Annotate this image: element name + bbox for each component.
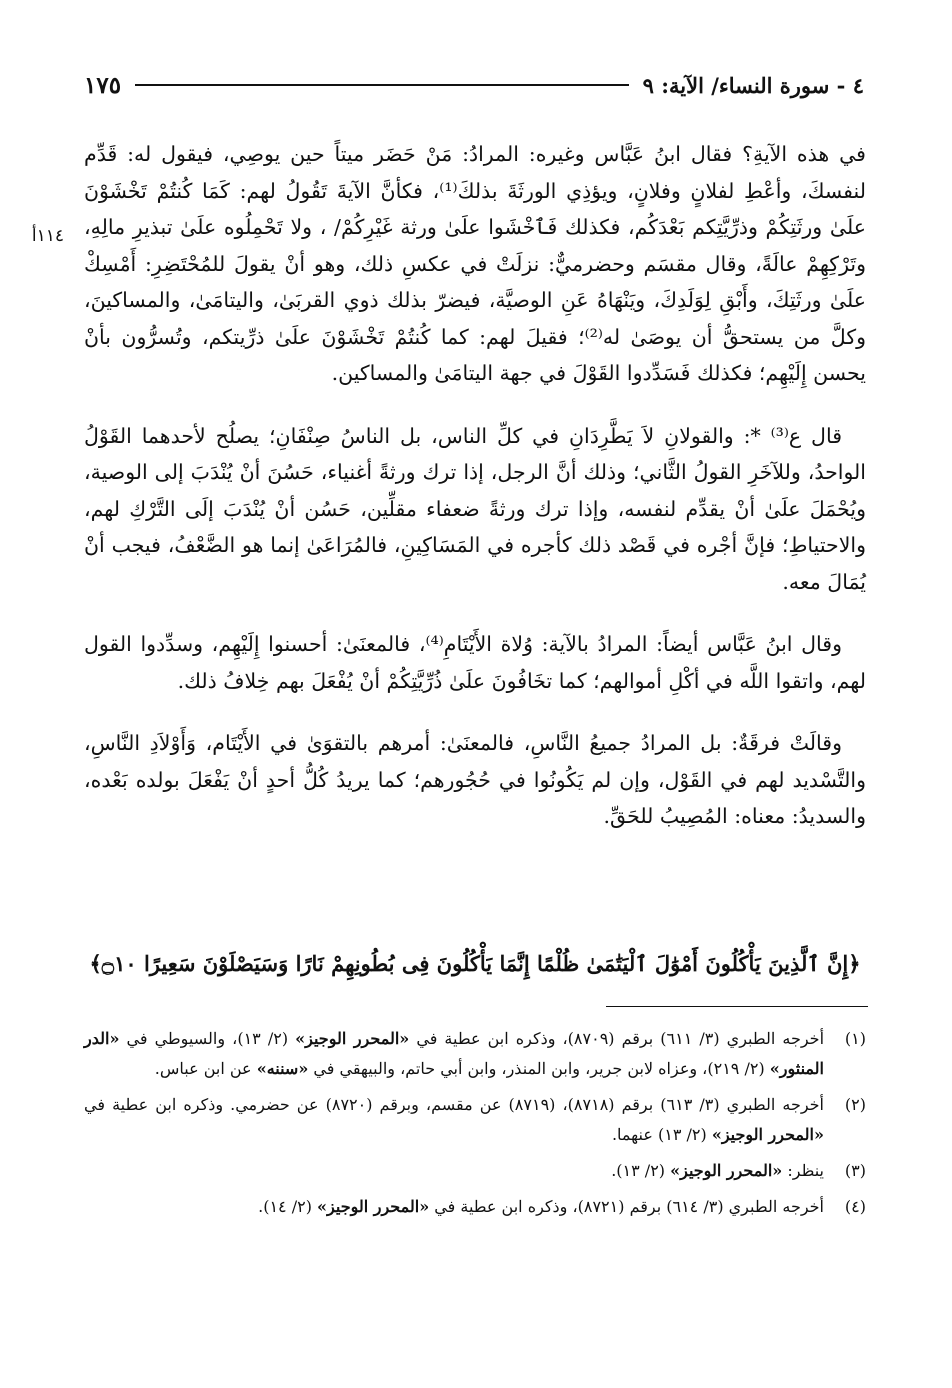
paragraph: وقالَتْ فرقَةٌ: بل المرادُ جميعُ النَّاسِ، فالمعنَىٰ: أمرهم بالتقوَىٰ في الأَيْتَام، وَأَوْلاَدِ النَّاسِ، والتَّسْديد لهم في القَوْل، وإن لم يَكُونُوا في حُجُورهم؛ كما يريدُ كُلُّ أحدٍ أنْ يَفْعَلَ بولده بَعْده، والسديدُ: معناه: المُصِيبُ للحَقِّ.	[84, 731, 866, 828]
footnote-number: (٣)	[844, 1161, 866, 1180]
footnote	[84, 1192, 866, 1222]
page-number: ١٧٥	[84, 71, 122, 99]
footnote	[84, 1024, 866, 1084]
margin-reference: ١١٤أ	[31, 226, 65, 246]
quran-verse: ﴿إِنَّ ٱلَّذِينَ يَأْكُلُونَ أَمْوَٰلَ ٱلْيَتَٰمَىٰ ظُلْمًا إِنَّمَا يَأْكُلُونَ فِى بُطُونِهِمْ نَارًا وَسَيَصْلَوْنَ سَعِيرًا ۝١٠﴾	[89, 951, 861, 976]
footnote-number: (٤)	[844, 1197, 866, 1216]
running-header	[84, 62, 864, 108]
footnote-text: أخرجه الطبري (٣/ ٦١١) برقم (٨٧٠٩)، وذكره ابن عطية في «المحرر الوجيز» (٢/ ١٣)، والسيوطي في «الدر المنثور» (٢/ ٢١٩)، وعزاه لابن جرير، وابن المنذر، وابن أبي حاتم، والبيهقي في «سننه» عن ابن عباس.	[84, 1029, 825, 1078]
footnote	[84, 1156, 866, 1186]
paragraph: قال ع⁽³⁾ *: والقولانِ لاَ يَطَّرِدَانِ في كلِّ الناس، بل الناسُ صِنْفَانِ؛ يصلُح لأحدهما القَوْلُ الواحدُ، وللآخَرِ القولُ الثَّاني؛ وذلك أنَّ الرجل، إذا ترك ورثةً أغنياء، حَسُنَ أنْ يُنْدَبَ إلى الوصية، ويُحْمَلَ علَىٰ أنْ يقدِّم لنفسه، وإذا ترك ورثةً ضعفاء مقلِّين، حَسُن أنْ يُنْدَبَ إلَى التَّرْكِ لهم، والاحتياطِ؛ فإنَّ أجْره في قَصْد ذلك كأجره في المَسَاكِينِ، فالمُرَاعَىٰ إنما هو الضَّعْفُ، فيجب أنْ يُمَالَ معه.	[84, 423, 866, 594]
footnote-text: ينظر: «المحرر الوجيز» (٢/ ١٣).	[611, 1161, 824, 1180]
surah-label: ٤ - سورة النساء/ الآية: ٩	[642, 72, 864, 98]
body-text	[84, 136, 866, 861]
footnote-text: أخرجه الطبري (٣/ ٦١٣) برقم (٨٧١٨)، (٨٧١٩) عن مقسم، وبرقم (٨٧٢٠) عن حضرمي. وذكره ابن عطية في «المحرر الوجيز» (٢/ ١٣) عنهما.	[84, 1095, 824, 1144]
paragraph: وقال ابنُ عَبَّاس أيضاً: المرادُ بالآية: وُلاة الأَيْتَامِ⁽⁴⁾، فالمعنَىٰ: أحسنوا إِلَيْهِم، وسدِّدوا القول لهم، واتقوا اللَّه في أكْلِ أموالهم؛ كما تخَافُونَ علَىٰ ذُرِّيَّتِكُمْ أنْ يُفْعَلَ بهم خِلافُ ذلك.	[84, 632, 866, 693]
footnote-text: أخرجه الطبري (٣/ ٦١٤) برقم (٨٧٢١)، وذكره ابن عطية في «المحرر الوجيز» (٢/ ١٤).	[258, 1197, 824, 1216]
footnote-number: (١)	[844, 1029, 866, 1048]
footnote-rule	[606, 1006, 868, 1007]
footnote	[84, 1090, 866, 1150]
header-rule	[135, 84, 629, 86]
footnotes	[84, 1024, 866, 1228]
footnote-number: (٢)	[844, 1095, 866, 1114]
paragraph: في هذه الآيةِ؟ فقال ابنُ عَبَّاس وغيره: المرادُ: مَنْ حَضَر ميتاً حين يوصِي، فيقول له: قَدِّم لنفسكَ، وأعْطِ لفلانٍ وفلانٍ، ويؤذِي الورثَةَ بذلكَ⁽¹⁾، فكأنَّ الآيةَ تَقُولُ لهم: كَمَا كُنتُمْ تَخْشَوْنَ علَىٰ ورثَتِكُمْ وذرِّيَّتِكم بَعْدَكُم، فكذلك فَٱخْشَوا علَىٰ ورثة غَيْرِكُمْ/ ، ولا تَحْمِلُوه علَىٰ تبذيرِ مالِهِ، وتَرْكِهِمْ عالَةً، وقال مقسَم وحضرميٌّ: نزلَتْ في عكسِ ذلك، وهو أنْ يقولَ للمُحْتَضِرِ: أَمْسِكْ علَىٰ ورثَتِكَ، وأَبْقِ لِوَلَدِكَ، ويَنْهَاهُ عَنِ الوصيَّة، فيضرّ بذلك ذوي القربَىٰ، واليتامَىٰ، والمساكينَ، وكلَّ من يستحقُّ أن يوصَىٰ له⁽²⁾؛ فقيلَ لهم: كما كُنتُمْ تَخْشَوْنَ علَىٰ ذرِّيتكم، وتُسرُّون بأنْ يحسن إِلَيْهِم؛ فكذلك فَسَدِّدوا القَوْلَ في جهة اليتامَىٰ والمساكين.	[84, 142, 866, 385]
